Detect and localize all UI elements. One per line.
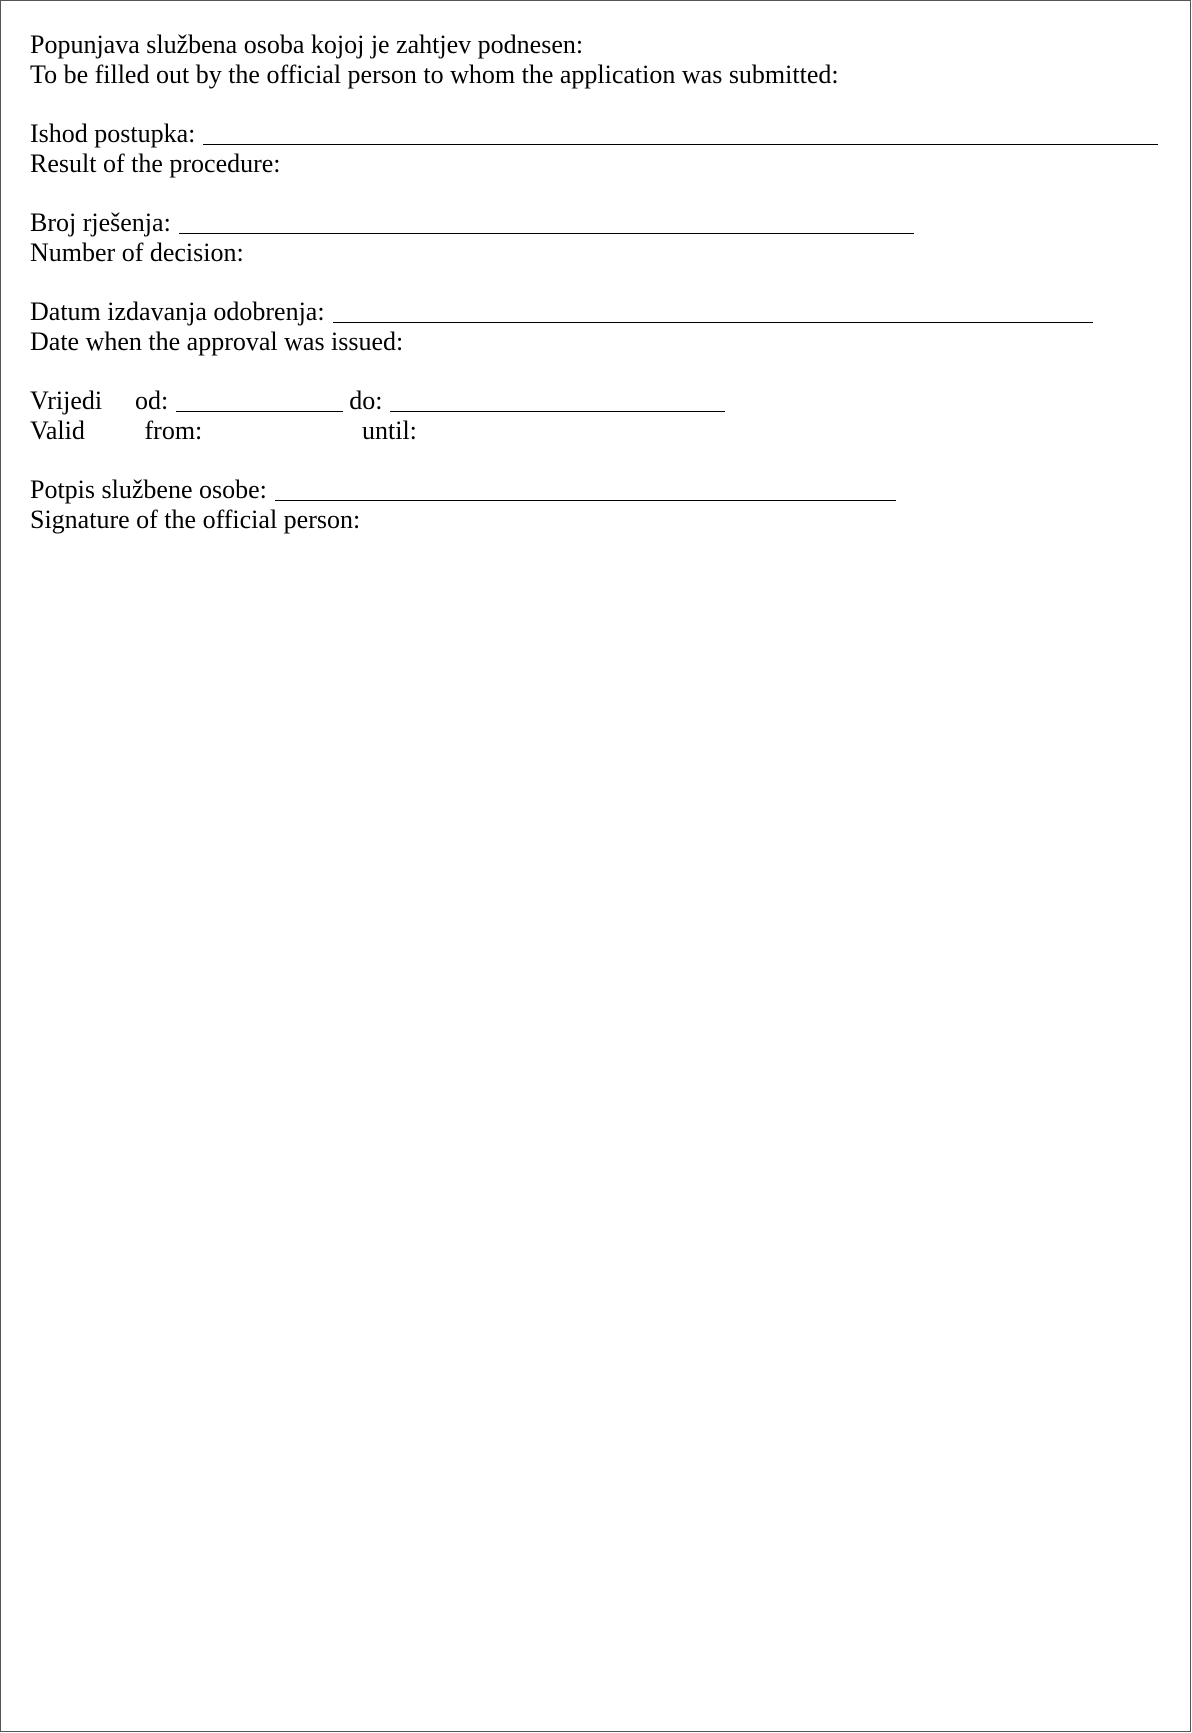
approval-date-field-row xyxy=(30,297,1160,327)
valid-until-input-line[interactable] xyxy=(390,389,725,412)
result-input-line[interactable] xyxy=(203,122,1158,145)
validity-field-row xyxy=(30,386,1160,416)
signature-label-hr: Potpis službene osobe: xyxy=(30,475,267,504)
validity-row-en xyxy=(30,416,1160,446)
approval-date-input-line[interactable] xyxy=(333,300,1093,323)
official-use-section xyxy=(30,30,1160,535)
valid-from-label-hr: od: xyxy=(135,386,169,415)
approval-date-label-en: Date when the approval was issued: xyxy=(30,327,404,356)
valid-from-input-line[interactable] xyxy=(176,389,343,412)
valid-until-label-en: until: xyxy=(362,416,417,445)
valid-until-label-hr: do: xyxy=(349,386,383,415)
signature-label-en: Signature of the official person: xyxy=(30,505,361,534)
result-label-en: Result of the procedure: xyxy=(30,149,281,178)
decision-number-label-hr: Broj rješenja: xyxy=(30,208,171,237)
result-label-hr: Ishod postupka: xyxy=(30,119,196,148)
signature-input-line[interactable] xyxy=(275,478,896,501)
validity-label-hr: Vrijedi xyxy=(30,386,103,415)
decision-number-input-line[interactable] xyxy=(179,211,914,234)
validity-label-en: Valid xyxy=(30,416,85,445)
decision-number-field-row xyxy=(30,208,1160,238)
valid-from-label-en: from: xyxy=(144,416,203,445)
result-field-row xyxy=(30,119,1160,149)
decision-number-label-en: Number of decision: xyxy=(30,238,244,267)
approval-date-label-hr: Datum izdavanja odobrenja: xyxy=(30,297,325,326)
section-heading-en: To be filled out by the official person to whom the application was submitted: xyxy=(30,60,839,89)
signature-field-row xyxy=(30,475,1160,505)
section-heading-hr: Popunjava službena osoba kojoj je zahtjev podnesen: xyxy=(30,30,584,59)
